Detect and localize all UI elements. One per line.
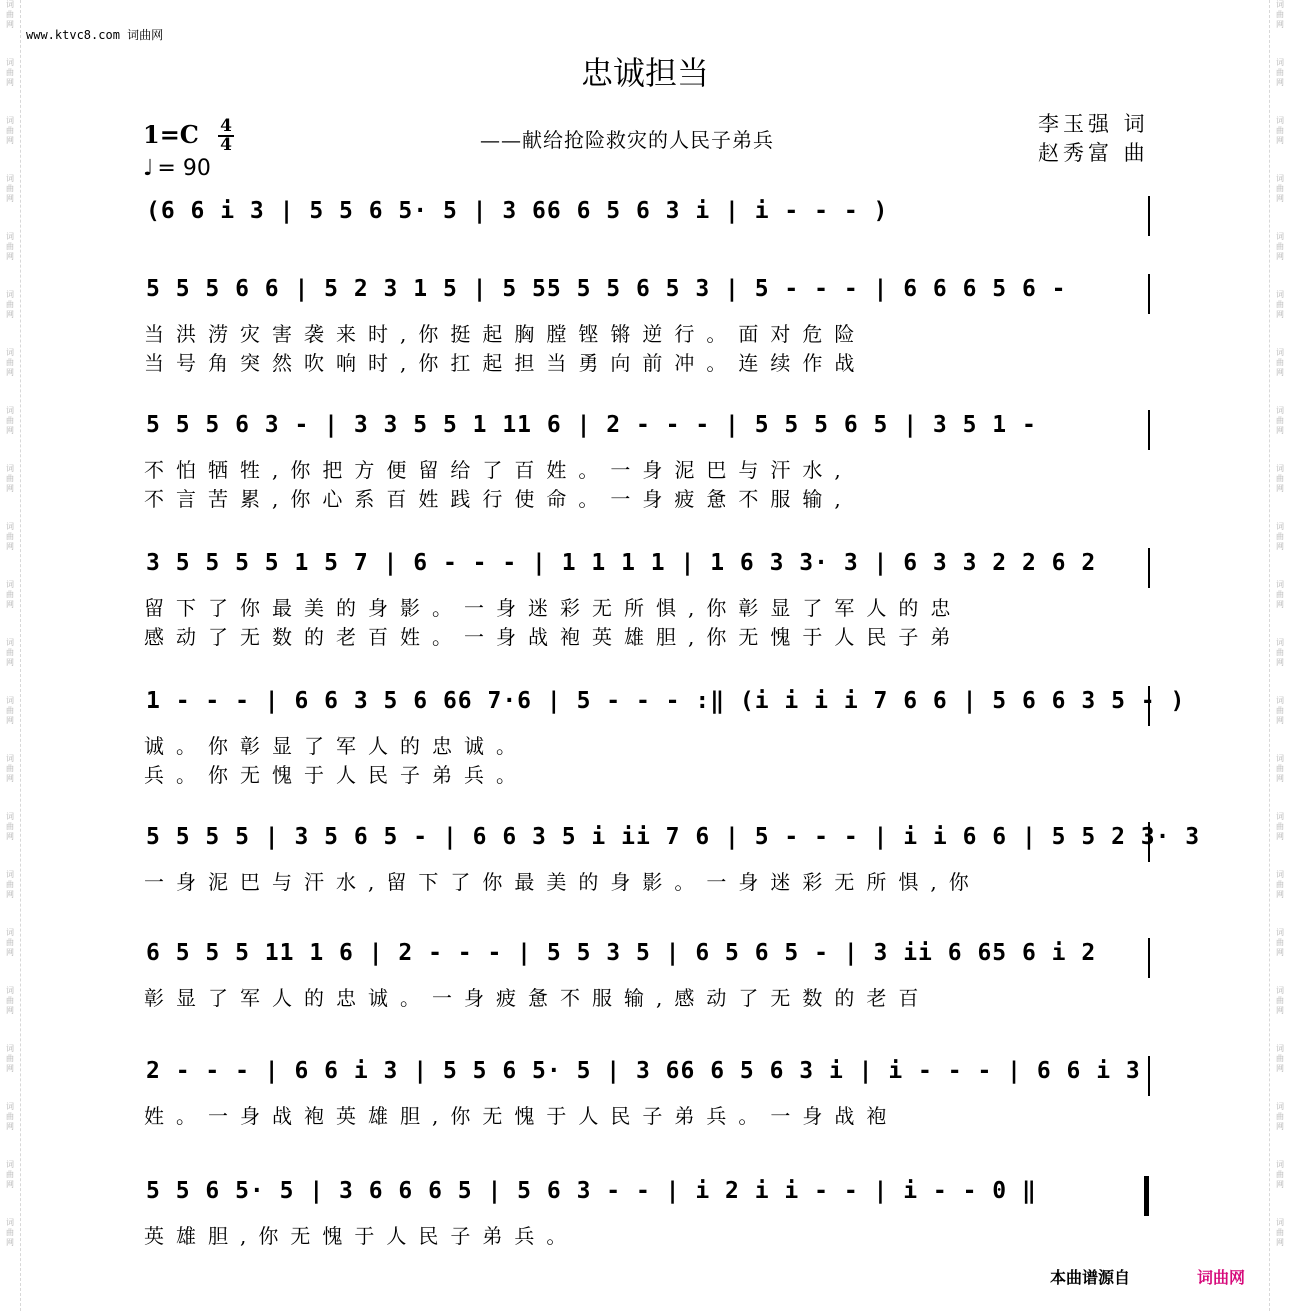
watermark-char: 网 — [6, 252, 14, 261]
watermark-char: 网 — [1276, 1180, 1284, 1189]
watermark-char: 曲 — [6, 1054, 14, 1063]
watermark-char: 网 — [6, 658, 14, 667]
bar-line — [1148, 1056, 1150, 1096]
watermark-char: 网 — [1276, 194, 1284, 203]
score-system — [140, 822, 1201, 895]
watermark-group — [1270, 812, 1290, 842]
watermark-char: 词 — [6, 870, 14, 879]
watermark-char: 网 — [1276, 948, 1284, 957]
watermark-char: 网 — [1276, 426, 1284, 435]
subtitle: ——献给抢险救灾的人民子弟兵 — [480, 128, 774, 152]
watermark-char: 词 — [1276, 116, 1284, 125]
lyrics-verse-1: 英雄胆,你无愧于人民子弟兵。 — [144, 1224, 579, 1248]
watermark-group — [1270, 1102, 1290, 1132]
watermark-char: 词 — [6, 290, 14, 299]
watermark-char: 曲 — [1276, 822, 1284, 831]
watermark-char: 曲 — [1276, 10, 1284, 19]
watermark-group — [1270, 1160, 1290, 1190]
watermark-char: 词 — [1276, 1160, 1284, 1169]
watermark-char: 词 — [1276, 1044, 1284, 1053]
watermark-group — [1270, 928, 1290, 958]
watermark-char: 曲 — [6, 996, 14, 1005]
lyrics-verse-2: 不言苦累,你心系百姓践行使命。一身疲惫不服输, — [144, 487, 853, 511]
watermark-group — [0, 1160, 20, 1190]
watermark-char: 网 — [6, 484, 14, 493]
lyrics-verse-1: 姓。一身战袍英雄胆,你无愧于人民子弟兵。一身战袍 — [144, 1104, 899, 1128]
credits — [1038, 110, 1149, 168]
watermark-char: 词 — [6, 1102, 14, 1111]
watermark-group — [0, 406, 20, 436]
score-system — [140, 196, 1152, 240]
watermark-char: 网 — [6, 716, 14, 725]
watermark-group — [1270, 0, 1290, 30]
watermark-group — [0, 928, 20, 958]
lyrics-verse-1: 当洪涝灾害袭来时,你挺起胸膛铿锵逆行。面对危险 — [144, 322, 867, 346]
watermark-group — [1270, 232, 1290, 262]
watermark-char: 网 — [6, 310, 14, 319]
watermark-char: 词 — [1276, 1218, 1284, 1227]
notation-line: 5 5 5 6 3 - | 3 3 5 5 1 11 6 | 2 - - - | 5 5 5 6 5 | 3 5 1 - — [146, 412, 1037, 438]
watermark-char: 网 — [1276, 716, 1284, 725]
watermark-group — [0, 522, 20, 552]
watermark-char: 词 — [6, 986, 14, 995]
watermark-char: 曲 — [6, 1228, 14, 1237]
key-signature: 1=C — [143, 120, 199, 149]
watermark-char: 网 — [6, 1180, 14, 1189]
watermark-char: 曲 — [6, 822, 14, 831]
watermark-group — [1270, 406, 1290, 436]
watermark-group — [1270, 1044, 1290, 1074]
score-system — [140, 410, 1152, 512]
watermark-group — [1270, 116, 1290, 146]
watermark-char: 词 — [6, 580, 14, 589]
watermark-char: 词 — [1276, 58, 1284, 67]
left-watermark-strip — [0, 0, 21, 1311]
lyrics-verse-2: 感动了无数的老百姓。一身战袍英雄胆,你无愧于人民子弟 — [144, 625, 963, 649]
watermark-char: 曲 — [1276, 242, 1284, 251]
notation-line: 1 - - - | 6 6 3 5 6 66 7·6 | 5 - - - :‖ (i i i i 7 6 6 | 5 6 6 3 5 - ) — [146, 688, 1186, 714]
watermark-char: 词 — [6, 232, 14, 241]
bar-line — [1148, 822, 1150, 862]
notation-line: (6 6 i 3 | 5 5 6 5· 5 | 3 66 6 5 6 3 i | i - - - ) — [146, 198, 889, 224]
watermark-char: 词 — [1276, 754, 1284, 763]
watermark-char: 曲 — [6, 706, 14, 715]
watermark-group — [1270, 290, 1290, 320]
lyrics-verse-1: 不怕牺牲,你把方便留给了百姓。一身泥巴与汗水, — [144, 458, 853, 482]
watermark-char: 曲 — [1276, 532, 1284, 541]
watermark-char: 词 — [6, 174, 14, 183]
watermark-group — [1270, 522, 1290, 552]
watermark-char: 曲 — [6, 184, 14, 193]
watermark-char: 词 — [6, 116, 14, 125]
watermark-char: 网 — [6, 136, 14, 145]
watermark-char: 曲 — [6, 242, 14, 251]
watermark-group — [0, 812, 20, 842]
watermark-char: 曲 — [6, 474, 14, 483]
notation-line: 3 5 5 5 5 1 5 7 | 6 - - - | 1 1 1 1 | 1 6 3 3· 3 | 6 3 3 2 2 6 2 — [146, 550, 1097, 576]
watermark-char: 曲 — [1276, 764, 1284, 773]
watermark-char: 词 — [6, 58, 14, 67]
watermark-char: 曲 — [1276, 590, 1284, 599]
time-sig-bottom: 4 — [220, 135, 232, 155]
watermark-char: 网 — [1276, 368, 1284, 377]
watermark-group — [1270, 1218, 1290, 1248]
time-signature — [218, 118, 234, 154]
watermark-char: 曲 — [6, 358, 14, 367]
notation-line: 2 - - - | 6 6 i 3 | 5 5 6 5· 5 | 3 66 6 5 6 3 i | i - - - | 6 6 i 3 — [146, 1058, 1141, 1084]
watermark-group — [0, 174, 20, 204]
watermark-char: 网 — [6, 832, 14, 841]
watermark-group — [1270, 986, 1290, 1016]
watermark-char: 词 — [1276, 696, 1284, 705]
watermark-char: 网 — [1276, 1006, 1284, 1015]
watermark-char: 网 — [6, 948, 14, 957]
watermark-char: 曲 — [6, 938, 14, 947]
watermark-char: 网 — [6, 542, 14, 551]
watermark-char: 网 — [6, 1006, 14, 1015]
watermark-char: 网 — [1276, 78, 1284, 87]
watermark-group — [0, 116, 20, 146]
watermark-char: 词 — [1276, 812, 1284, 821]
watermark-char: 网 — [1276, 20, 1284, 29]
watermark-char: 曲 — [1276, 474, 1284, 483]
notation-line: 5 5 5 6 6 | 5 2 3 1 5 | 5 55 5 5 6 5 3 | 5 - - - | 6 6 6 5 6 - — [146, 276, 1067, 302]
watermark-group — [1270, 174, 1290, 204]
watermark-char: 曲 — [6, 300, 14, 309]
watermark-char: 词 — [1276, 232, 1284, 241]
watermark-char: 网 — [1276, 1122, 1284, 1131]
watermark-char: 网 — [1276, 600, 1284, 609]
watermark-char: 曲 — [1276, 996, 1284, 1005]
watermark-char: 词 — [6, 522, 14, 531]
watermark-group — [0, 290, 20, 320]
watermark-char: 词 — [1276, 1102, 1284, 1111]
watermark-char: 网 — [1276, 1238, 1284, 1247]
score-system — [140, 548, 1152, 650]
watermark-group — [1270, 464, 1290, 494]
watermark-char: 词 — [1276, 928, 1284, 937]
watermark-char: 词 — [6, 638, 14, 647]
score-system — [140, 1056, 1152, 1129]
watermark-char: 网 — [6, 368, 14, 377]
lyrics-verse-1: 彰显了军人的忠诚。一身疲惫不服输,感动了无数的老百 — [144, 986, 931, 1010]
watermark-char: 网 — [1276, 1064, 1284, 1073]
watermark-group — [1270, 638, 1290, 668]
watermark-char: 网 — [1276, 136, 1284, 145]
watermark-char: 词 — [6, 1160, 14, 1169]
watermark-char: 词 — [1276, 870, 1284, 879]
watermark-group — [0, 0, 20, 30]
watermark-char: 网 — [6, 1122, 14, 1131]
watermark-char: 网 — [1276, 542, 1284, 551]
watermark-char: 网 — [1276, 832, 1284, 841]
watermark-char: 网 — [6, 890, 14, 899]
watermark-char: 词 — [6, 1218, 14, 1227]
watermark-char: 词 — [1276, 348, 1284, 357]
watermark-char: 曲 — [1276, 1170, 1284, 1179]
score-system — [140, 686, 1186, 788]
notation-line: 6 5 5 5 11 1 6 | 2 - - - | 5 5 3 5 | 6 5 6 5 - | 3 ii 6 65 6 i 2 — [146, 940, 1097, 966]
watermark-group — [0, 464, 20, 494]
watermark-group — [1270, 696, 1290, 726]
watermark-char: 词 — [6, 0, 14, 9]
watermark-char: 网 — [6, 600, 14, 609]
watermark-group — [1270, 754, 1290, 784]
watermark-char: 词 — [1276, 638, 1284, 647]
song-title: 忠诚担当 — [580, 54, 709, 92]
watermark-char: 词 — [6, 1044, 14, 1053]
watermark-char: 曲 — [6, 648, 14, 657]
watermark-group — [0, 348, 20, 378]
watermark-char: 网 — [6, 20, 14, 29]
lyrics-verse-1: 留下了你最美的身影。一身迷彩无所惧,你彰显了军人的忠 — [144, 596, 963, 620]
watermark-group — [0, 870, 20, 900]
watermark-char: 网 — [6, 1064, 14, 1073]
watermark-char: 网 — [6, 78, 14, 87]
lyricist: 李玉强 词 — [1038, 112, 1149, 136]
watermark-char: 曲 — [1276, 300, 1284, 309]
watermark-char: 曲 — [1276, 1112, 1284, 1121]
watermark-char: 曲 — [6, 10, 14, 19]
watermark-char: 曲 — [1276, 126, 1284, 135]
quarter-note-icon: ♩ — [143, 156, 154, 181]
footer-brand-logo[interactable]: 词曲网 — [1197, 1268, 1246, 1287]
watermark-char: 曲 — [6, 68, 14, 77]
notation-line: 5 5 6 5· 5 | 3 6 6 6 5 | 5 6 3 - - | i 2 i i - - | i - - 0 ‖ — [146, 1178, 1037, 1204]
watermark-char: 曲 — [1276, 358, 1284, 367]
watermark-char: 词 — [1276, 0, 1284, 9]
watermark-char: 曲 — [6, 880, 14, 889]
watermark-char: 曲 — [6, 1170, 14, 1179]
watermark-char: 网 — [1276, 658, 1284, 667]
watermark-char: 网 — [6, 426, 14, 435]
tempo-value: = 90 — [157, 156, 211, 181]
watermark-char: 曲 — [6, 1112, 14, 1121]
footer-source-label: 本曲谱源自 — [1050, 1268, 1131, 1287]
watermark-char: 网 — [6, 1238, 14, 1247]
watermark-char: 曲 — [6, 126, 14, 135]
watermark-char: 词 — [1276, 522, 1284, 531]
site-url[interactable]: www.ktvc8.com 词曲网 — [26, 28, 164, 42]
composer: 赵秀富 曲 — [1038, 141, 1149, 165]
watermark-group — [0, 696, 20, 726]
watermark-char: 词 — [1276, 174, 1284, 183]
watermark-group — [1270, 348, 1290, 378]
watermark-char: 词 — [1276, 580, 1284, 589]
watermark-char: 词 — [1276, 986, 1284, 995]
watermark-char: 网 — [1276, 774, 1284, 783]
score-system — [140, 274, 1152, 376]
bar-line — [1148, 410, 1150, 450]
watermark-char: 曲 — [6, 590, 14, 599]
watermark-group — [0, 638, 20, 668]
lyrics-verse-2: 兵。你无愧于人民子弟兵。 — [144, 763, 528, 787]
watermark-group — [0, 1044, 20, 1074]
watermark-char: 网 — [1276, 310, 1284, 319]
watermark-char: 曲 — [1276, 68, 1284, 77]
watermark-char: 曲 — [1276, 1228, 1284, 1237]
watermark-group — [1270, 580, 1290, 610]
watermark-char: 词 — [6, 406, 14, 415]
lyrics-verse-1: 诚。你彰显了军人的忠诚。 — [144, 734, 528, 758]
watermark-char: 词 — [6, 464, 14, 473]
watermark-group — [0, 232, 20, 262]
watermark-group — [0, 1218, 20, 1248]
bar-line — [1148, 274, 1150, 314]
watermark-char: 词 — [6, 348, 14, 357]
watermark-char: 词 — [6, 754, 14, 763]
watermark-group — [0, 580, 20, 610]
watermark-char: 网 — [6, 774, 14, 783]
watermark-char: 网 — [1276, 252, 1284, 261]
watermark-char: 词 — [1276, 290, 1284, 299]
bar-line — [1148, 686, 1150, 726]
bar-line — [1148, 196, 1150, 236]
time-sig-top: 4 — [220, 116, 232, 136]
watermark-char: 词 — [1276, 464, 1284, 473]
watermark-group — [0, 754, 20, 784]
tempo-marking — [143, 156, 211, 181]
watermark-char: 曲 — [6, 416, 14, 425]
watermark-char: 曲 — [1276, 184, 1284, 193]
bar-line — [1148, 938, 1150, 978]
lyrics-verse-1: 一身泥巴与汗水,留下了你最美的身影。一身迷彩无所惧,你 — [144, 870, 981, 894]
watermark-char: 曲 — [1276, 648, 1284, 657]
watermark-char: 词 — [1276, 406, 1284, 415]
right-watermark-strip — [1269, 0, 1290, 1311]
watermark-char: 曲 — [6, 532, 14, 541]
lyrics-verse-2: 当号角突然吹响时,你扛起担当勇向前冲。连续作战 — [144, 351, 867, 375]
watermark-char: 词 — [6, 696, 14, 705]
watermark-char: 网 — [6, 194, 14, 203]
bar-line — [1148, 548, 1150, 588]
watermark-char: 网 — [1276, 484, 1284, 493]
final-bar-line — [1144, 1176, 1149, 1216]
watermark-group — [1270, 870, 1290, 900]
watermark-char: 曲 — [1276, 706, 1284, 715]
watermark-char: 曲 — [1276, 1054, 1284, 1063]
watermark-char: 曲 — [6, 764, 14, 773]
watermark-char: 网 — [1276, 890, 1284, 899]
watermark-char: 曲 — [1276, 938, 1284, 947]
watermark-char: 曲 — [1276, 416, 1284, 425]
watermark-char: 词 — [6, 928, 14, 937]
watermark-group — [0, 986, 20, 1016]
watermark-char: 曲 — [1276, 880, 1284, 889]
watermark-group — [0, 1102, 20, 1132]
watermark-char: 词 — [6, 812, 14, 821]
score-system — [140, 1176, 1152, 1249]
notation-line: 5 5 5 5 | 3 5 6 5 - | 6 6 3 5 i ii 7 6 | 5 - - - | i i 6 6 | 5 5 2 3· 3 — [146, 824, 1201, 850]
score-system — [140, 938, 1152, 1011]
